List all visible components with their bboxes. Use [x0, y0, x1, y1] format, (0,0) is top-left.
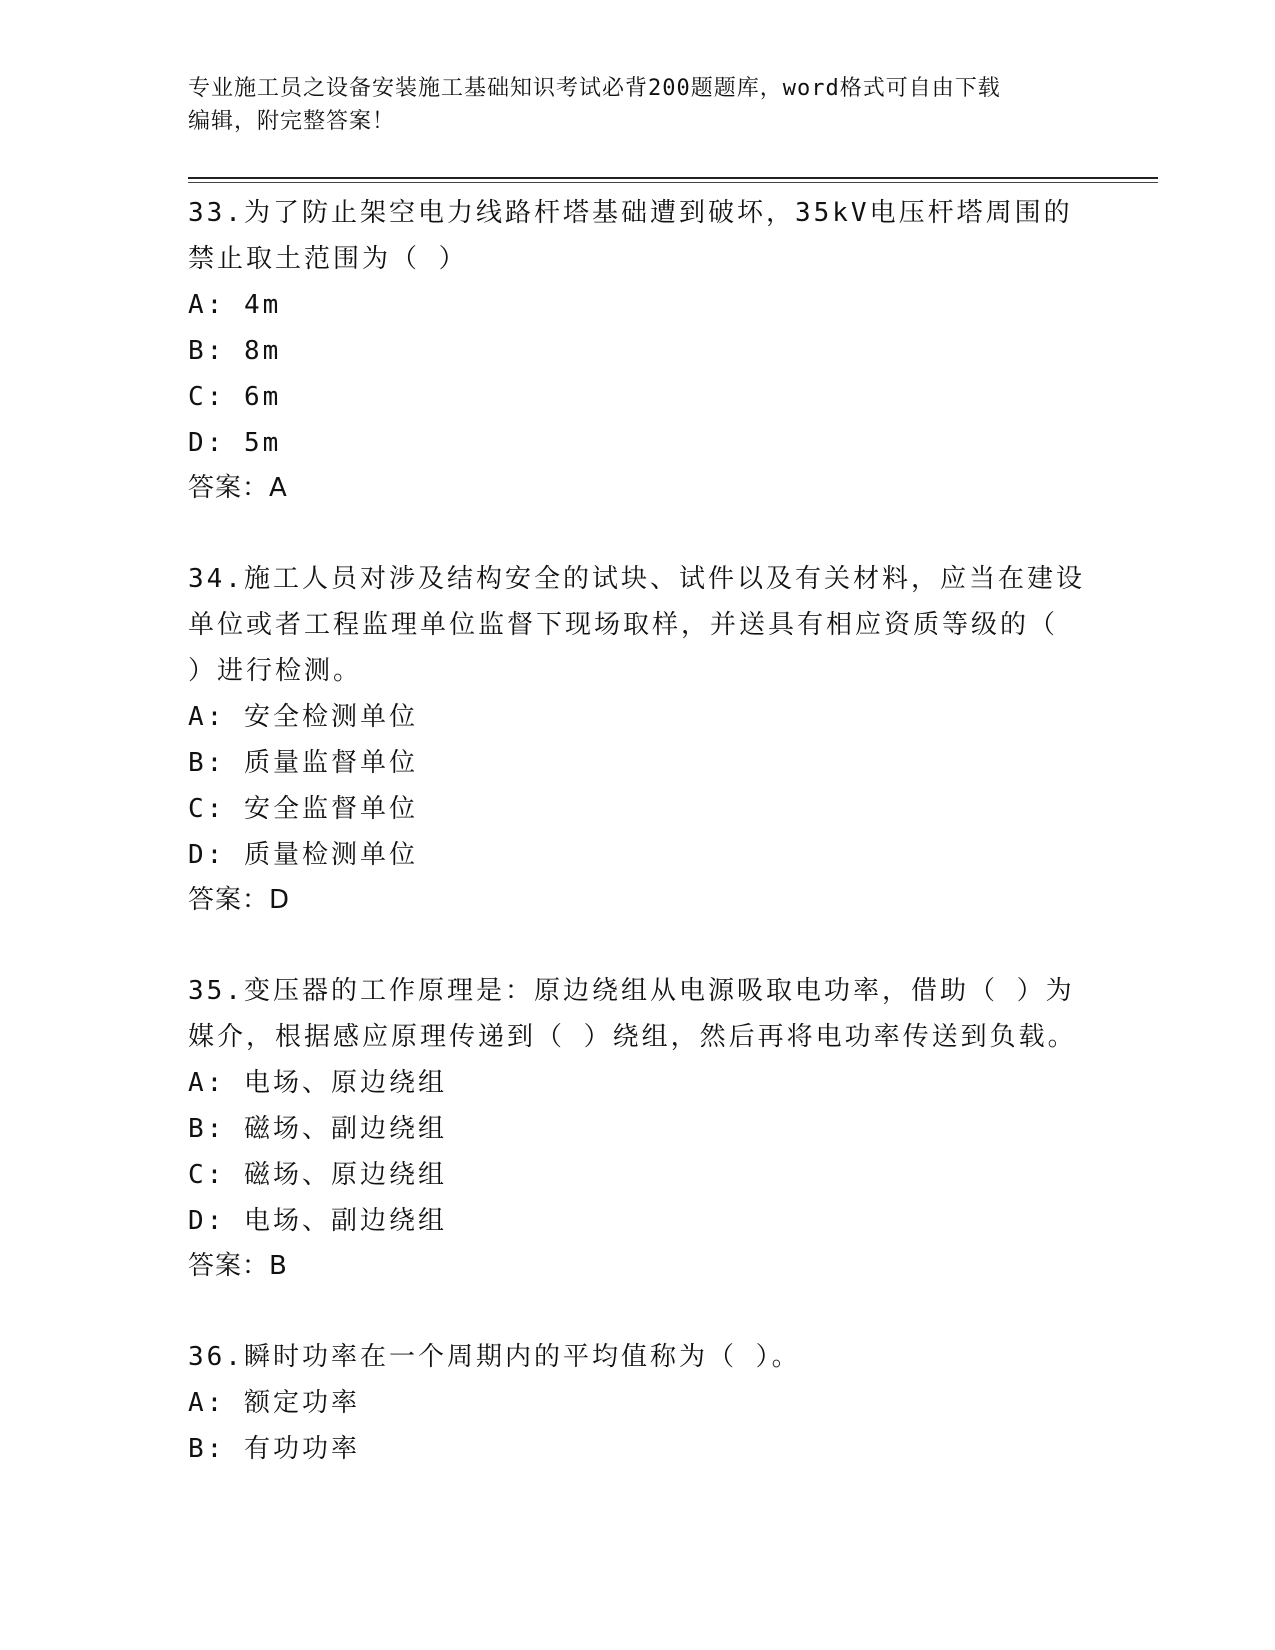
option-b: B: 质量监督单位 [188, 748, 418, 778]
answer: 答案：B [188, 1251, 288, 1281]
option-b: B: 磁场、副边绕组 [188, 1114, 447, 1144]
document-header [188, 72, 1068, 138]
question-35 [188, 968, 1088, 1288]
header-divider-thin [188, 182, 1158, 183]
option-a: A: 额定功率 [188, 1388, 360, 1418]
answer: 答案：D [188, 885, 291, 915]
question-text: 35.变压器的工作原理是：原边绕组从电源吸取电功率，借助（ ）为媒介，根据感应原理传递到（ ）绕组，然后再将电功率传送到负载。 [188, 976, 1077, 1052]
question-text: 33.为了防止架空电力线路杆塔基础遭到破坏，35kV电压杆塔周围的禁止取土范围为（ ） [188, 198, 1073, 274]
question-text: 36.瞬时功率在一个周期内的平均值称为（ ）。 [188, 1342, 801, 1372]
option-d: D: 电场、副边绕组 [188, 1206, 447, 1236]
option-c: C: 磁场、原边绕组 [188, 1160, 447, 1190]
option-b: B: 有功功率 [188, 1434, 360, 1464]
option-a: A: 电场、原边绕组 [188, 1068, 447, 1098]
option-c: C: 安全监督单位 [188, 794, 418, 824]
question-34 [188, 556, 1088, 922]
question-text: 34.施工人员对涉及结构安全的试块、试件以及有关材料，应当在建设单位或者工程监理单位监督下现场取样，并送具有相应资质等级的（ ）进行检测。 [188, 564, 1085, 686]
option-b: B: 8m [188, 336, 282, 366]
answer: 答案：A [188, 473, 288, 503]
header-line-1: 专业施工员之设备安装施工基础知识考试必背200题题库，word格式可自由下载 [188, 76, 1001, 101]
header-divider [188, 177, 1158, 179]
option-a: A: 安全检测单位 [188, 702, 418, 732]
option-d: D: 质量检测单位 [188, 840, 418, 870]
option-d: D: 5m [188, 428, 282, 458]
header-line-2: 编辑，附完整答案！ [188, 109, 396, 134]
option-c: C: 6m [188, 382, 282, 412]
question-list [188, 190, 1088, 1518]
question-36 [188, 1334, 1088, 1472]
question-33 [188, 190, 1088, 510]
option-a: A: 4m [188, 290, 282, 320]
